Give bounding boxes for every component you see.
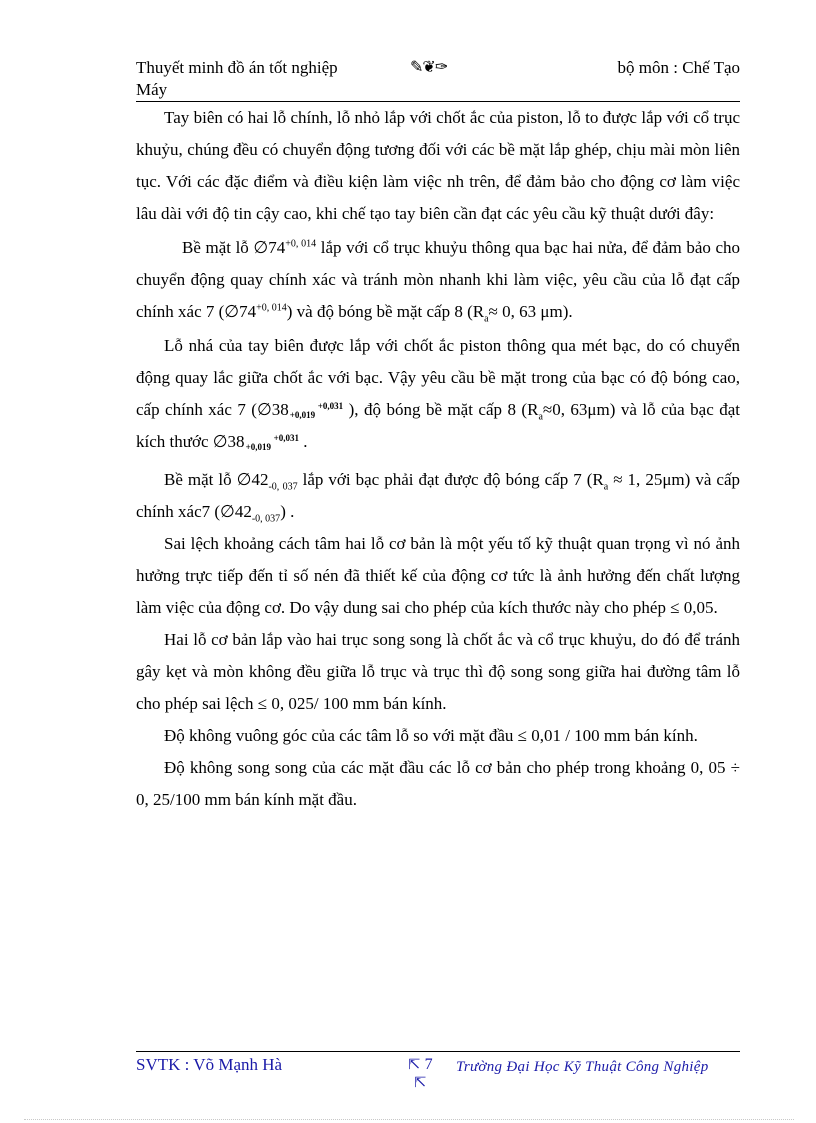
header-title-wrap: Máy (136, 80, 168, 99)
paragraph-1 (136, 102, 740, 230)
header-title-text: Thuyết minh đồ án tốt nghiệp (136, 58, 338, 77)
p3-tol1-upper: +0,031 (317, 401, 344, 412)
p1-text: biên có hai lỗ chính, lỗ nhỏ lắp với chốt ắc của piston, lỗ to được lắp với cổ trục khuỷu, chúng đều có chuyển động tương đối với các bề mặt lắp ghép, chịu mài mòn liên tục. Với các đặc điểm và điều kiện làm việc (136, 108, 740, 191)
p2-sup2: +0, 014 (256, 302, 287, 314)
paragraph-4 (136, 464, 740, 528)
paragraph-8: Độ không song song của các mặt đầu các lỗ cơ bản cho phép trong khoảng 0, 05 ÷ 0, 25/100 mm bán kính mặt đầu. (136, 758, 740, 809)
p4-b: lắp với bạc phải đạt được độ bóng cấp 7 (R (297, 470, 604, 489)
paragraph-6: Hai lỗ cơ bản lắp vào hai trục song song là chốt ắc và cổ trục khuỷu, do đó để tránh gây kẹt và mòn không đều giữa lỗ trục và trục thì độ song song giữa hai đường tâm lỗ cho phép sai lệch ≤ 0, 025/ 100 mm bán kính. (136, 630, 740, 713)
paragraph-5: Sai lệch khoảng cách tâm hai lỗ cơ bản là một yếu tố kỹ thuật quan trọng vì nó ảnh hưởng trực tiếp đến tỉ số nén đã thiết kế của động cơ tức là ảnh hưởng đến chất lượng làm việc của động cơ. Do vậy dung sai cho phép của kích thước này cho phép ≤ 0,05. (136, 534, 740, 617)
p3-b: ), độ bóng bề mặt cấp 8 (R (343, 400, 539, 419)
p3-tol1-lower: +0,019 (289, 410, 316, 421)
p3-tolerance-1 (290, 402, 343, 420)
page-footer (136, 1054, 740, 1094)
p4-c: ≈ 1, 25μm) và cấp chính xác7 (∅42 (136, 470, 740, 521)
footer-page-number-block (408, 1054, 433, 1091)
p1-prefix: Tay (164, 108, 190, 127)
footer-arrow-icon: ⇱ (408, 1057, 421, 1073)
p2-b: lắp với cổ trục khuỷu thông qua bạc hai nửa, để đảm bảo cho chuyển động quay chính xác và tránh mòn nhanh khi làm việc, yêu cầu của lỗ đạt cấp chính xác 7 (∅74 (136, 238, 740, 321)
header-ornament-icon: ✎❦✑ (410, 59, 448, 76)
page-header (136, 56, 740, 102)
p3-tol2-upper: +0,031 (273, 433, 299, 444)
footer-university: Trường Đại Học Kỹ Thuật Công Nghiệp (456, 1059, 709, 1075)
p4-sub3: -0, 037 (251, 513, 281, 525)
p3-a: Lỗ nhá của tay biên được lắp với chốt ắc piston thông qua mét bạc, do có chuyển động quay lắc giữa chốt ắc với bạc. Vậy yêu cầu bề mặt trong của bạc có độ bóng cao, cấp chính xác 7 (∅38 (136, 336, 740, 419)
p4-sub1: -0, 037 (268, 481, 298, 493)
footer-page-number: 7 (424, 1056, 433, 1073)
p3-d: . (298, 432, 308, 451)
document-body (136, 102, 740, 816)
p2-sup1: +0, 014 (285, 238, 317, 250)
p2-sub: a (484, 313, 489, 325)
p2-d: ≈ 0, 63 μm). (488, 302, 573, 321)
p2-c: ) và độ bóng bề mặt cấp 8 (R (286, 302, 485, 321)
page-bottom-edge (24, 1119, 794, 1120)
p3-c: ≈0, 63μm) và lỗ của bạc đạt kích thước ∅38 (136, 400, 740, 451)
p4-d: ) . (280, 502, 295, 521)
p3-tolerance-2 (246, 434, 299, 452)
footer-divider (136, 1051, 740, 1052)
p1-end: trên, để đảm bảo cho động cơ làm việc lâu dài với độ tin cậy cao, khi chế tạo tay biên cần đạt các yêu cầu kỹ thuật dưới đây: (136, 172, 740, 223)
header-department: bộ môn : Chế Tạo (617, 58, 740, 77)
p4-sub2: a (603, 481, 609, 493)
footer-author: SVTK : Võ Mạnh Hà (136, 1055, 283, 1074)
p3-tol2-lower: +0,019 (245, 442, 271, 453)
p3-sub: a (538, 411, 543, 423)
header-document-title (136, 57, 386, 101)
footer-arrow-icon-2: ⇱ (414, 1075, 427, 1091)
p2-a: Bề mặt lỗ ∅74 (182, 238, 286, 257)
paragraph-2 (136, 232, 740, 328)
paragraph-7: Độ không vuông góc của các tâm lỗ so với mặt đầu ≤ 0,01 / 100 mm bán kính. (164, 726, 698, 745)
paragraph-3 (136, 330, 740, 458)
p4-a: Bề mặt lỗ ∅42 (164, 470, 269, 489)
p1-nh: nh (447, 172, 465, 191)
